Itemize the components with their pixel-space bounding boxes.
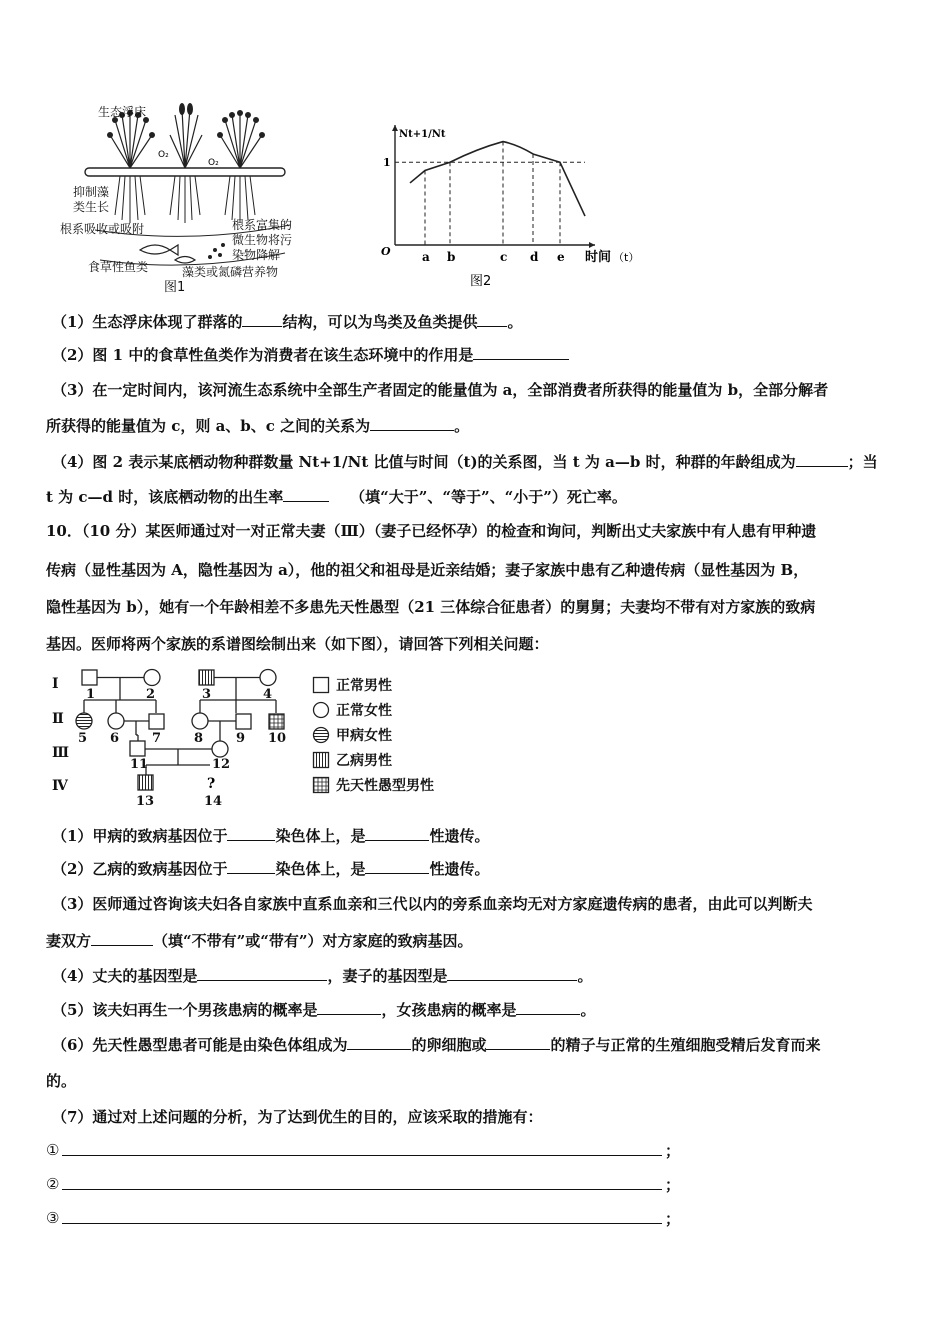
x-axis-label: 时间 bbox=[585, 250, 612, 265]
x-tick-e: e bbox=[557, 250, 565, 264]
ped-num-12: 12 bbox=[212, 757, 231, 772]
generation-label-4: Ⅳ bbox=[52, 778, 68, 794]
measure-3-blank[interactable] bbox=[62, 1223, 662, 1224]
ped-num-1: 1 bbox=[86, 687, 96, 702]
legend-down-syndrome-male: 先天性愚型男性 bbox=[312, 772, 434, 797]
ped-num-10: 10 bbox=[268, 731, 287, 746]
q10-sub6-line2: 的。 bbox=[46, 1072, 77, 1090]
blank[interactable] bbox=[227, 859, 275, 874]
q10-sub5: （5）该夫妇再生一个男孩患病的概率是 ，女孩患病的概率是 。 bbox=[52, 1001, 596, 1019]
disease-a-female-symbol-icon bbox=[312, 726, 330, 744]
fig1-o2-left: O₂ bbox=[158, 150, 169, 160]
blank[interactable] bbox=[473, 345, 569, 360]
generation-label-1: Ⅰ bbox=[52, 676, 59, 692]
fig1-caption: 图1 bbox=[164, 280, 186, 295]
fig1-annot-fish: 食草性鱼类 bbox=[88, 260, 149, 274]
fig2-caption: 图2 bbox=[470, 274, 492, 289]
measure-1-label: ① bbox=[46, 1141, 60, 1159]
fig1-annot-microbes-3: 染物降解 bbox=[232, 248, 281, 262]
legend-normal-male: 正常男性 bbox=[312, 672, 434, 697]
ped-num-6: 6 bbox=[110, 731, 120, 746]
x-tick-d: d bbox=[530, 250, 539, 264]
q9-part3-line1: （3）在一定时间内，该河流生态系统中全部生产者固定的能量值为 a，全部消费者所获得的能量值为 b，全部分解者 bbox=[52, 381, 829, 399]
ped-num-4: 4 bbox=[263, 687, 273, 702]
blank[interactable] bbox=[347, 1035, 411, 1050]
ped-num-13: 13 bbox=[136, 794, 155, 809]
normal-female-symbol-icon bbox=[312, 701, 330, 719]
ped-ind-1 bbox=[82, 670, 97, 685]
q10-sub1: （1）甲病的致病基因位于 染色体上，是 性遗传。 bbox=[52, 827, 490, 845]
generation-label-2: Ⅱ bbox=[52, 711, 64, 727]
ped-num-11: 11 bbox=[130, 757, 149, 772]
fig1-o2-right: O₂ bbox=[208, 158, 219, 168]
blank[interactable] bbox=[447, 966, 577, 981]
ped-num-3: 3 bbox=[202, 687, 212, 702]
fig1-annot-float-bed: 生态浮床 bbox=[98, 105, 147, 119]
ped-ind-4 bbox=[260, 670, 276, 686]
blank[interactable] bbox=[227, 826, 275, 841]
disease-b-male-symbol-icon bbox=[312, 751, 330, 769]
legend-disease-a-female: 甲病女性 bbox=[312, 722, 434, 747]
blank[interactable] bbox=[317, 1000, 381, 1015]
pedigree-legend bbox=[312, 672, 434, 797]
ped-ind-12 bbox=[212, 741, 228, 757]
measure-1-semicolon: ； bbox=[665, 1142, 681, 1160]
x-tick-a: a bbox=[422, 250, 430, 264]
measure-2-blank[interactable] bbox=[62, 1189, 662, 1190]
ped-ind-2 bbox=[144, 670, 160, 686]
ped-unknown-14: ? bbox=[207, 776, 216, 792]
down-syndrome-male-symbol-icon bbox=[312, 776, 330, 794]
q10-sub3-line2: 妻双方 （填“不带有”或“带有”）对方家庭的致病基因。 bbox=[46, 932, 473, 950]
blank[interactable] bbox=[242, 312, 282, 327]
y-axis-arrow bbox=[392, 125, 398, 131]
q9-part3-line2: 所获得的能量值为 c，则 a、b、c 之间的关系为 。 bbox=[46, 417, 470, 435]
x-axis-arrow bbox=[589, 242, 595, 248]
q10-sub6-line1: （6）先天性愚型患者可能是由染色体组成为 的卵细胞或 的精子与正常的生殖细胞受精后发育而来 bbox=[52, 1036, 821, 1054]
generation-label-3: Ⅲ bbox=[52, 745, 70, 761]
q9-part2: （2）图 1 中的食草性鱼类作为消费者在该生态环境中的作用是 bbox=[52, 345, 569, 365]
fig1-annot-inhibit-2: 类生长 bbox=[73, 200, 110, 214]
blank[interactable] bbox=[796, 452, 848, 467]
ped-ind-6 bbox=[108, 713, 124, 729]
x-tick-b: b bbox=[447, 250, 456, 264]
q10-sub7: （7）通过对上述问题的分析，为了达到优生的目的，应该采取的措施有： bbox=[52, 1108, 543, 1126]
ped-ind-8 bbox=[192, 713, 208, 729]
q10-sub2: （2）乙病的致病基因位于 染色体上，是 性遗传。 bbox=[52, 860, 490, 878]
blank[interactable] bbox=[197, 966, 327, 981]
blank[interactable] bbox=[477, 312, 507, 327]
blank[interactable] bbox=[91, 931, 153, 946]
fig2-chart bbox=[370, 115, 660, 295]
figure-2 bbox=[370, 115, 660, 295]
q9-part4-line1: （4）图 2 表示某底栖动物种群数量 Nt+1/Nt 比值与时间（t)的关系图，当 t 为 a—b 时，种群的年龄组成为 ；当 bbox=[52, 453, 878, 471]
measure-3-semicolon: ； bbox=[665, 1210, 681, 1228]
q10-sub3-line1: （3）医师通过咨询该夫妇各自家族中直系血亲和三代以内的旁系血亲均无对方家庭遗传病的患者，由此可以判断夫 bbox=[52, 895, 813, 913]
q9-part1: （1）生态浮床体现了群落的 结构，可以为鸟类及鱼类提供 。 bbox=[52, 313, 523, 331]
legend-disease-b-male: 乙病男性 bbox=[312, 747, 434, 772]
series-line-nt-ratio bbox=[410, 142, 585, 216]
blank[interactable] bbox=[365, 859, 429, 874]
ped-ind-5 bbox=[76, 713, 92, 729]
y-axis-label: Nt+1/Nt bbox=[399, 129, 446, 140]
x-axis-unit: （t） bbox=[613, 251, 640, 264]
ped-num-2: 2 bbox=[146, 687, 156, 702]
q10-intro-4: 基因。医师将两个家族的系谱图绘制出来（如下图），请回答下列相关问题： bbox=[46, 635, 549, 653]
blank[interactable] bbox=[486, 1035, 550, 1050]
fig1-annot-nutrients: 藻类或氮磷营养物 bbox=[182, 265, 279, 279]
fig1-annot-root-absorb: 根系吸收或吸附 bbox=[60, 222, 145, 236]
q10-intro-3: 隐性基因为 b），她有一个年龄相差不多患先天性愚型（21 三体综合征患者）的舅舅；夫妻均不带有对方家族的致病 bbox=[46, 598, 816, 616]
blank[interactable] bbox=[370, 416, 454, 431]
ped-num-14: 14 bbox=[204, 794, 223, 809]
q10-intro-1: 10．（10 分）某医师通过对一对正常夫妻（Ⅲ）（妻子已经怀孕）的检查和询问，判断出丈夫家族中有人患有甲种遗 bbox=[46, 522, 817, 540]
ped-num-5: 5 bbox=[78, 731, 88, 746]
blank[interactable] bbox=[283, 487, 329, 502]
y-tick-1: 1 bbox=[383, 156, 391, 170]
q9-part4-line2: t 为 c—d 时，该底栖动物的出生率 （填“大于”、“等于”、“小于”）死亡率。 bbox=[46, 488, 627, 506]
fig1-annot-microbes-1: 根系富集的 bbox=[232, 218, 293, 232]
ped-ind-3 bbox=[199, 670, 214, 685]
ped-num-7: 7 bbox=[152, 731, 162, 746]
measure-2-label: ② bbox=[46, 1175, 60, 1193]
normal-male-symbol-icon bbox=[312, 676, 330, 694]
legend-normal-female: 正常女性 bbox=[312, 697, 434, 722]
ped-ind-7 bbox=[149, 714, 164, 729]
q10-intro-2: 传病（显性基因为 A，隐性基因为 a），他的祖父和祖母是近亲结婚；妻子家族中患有乙种遗传病（显性基因为 B， bbox=[46, 561, 809, 579]
q10-sub4: （4）丈夫的基因型是 ，妻子的基因型是 。 bbox=[52, 967, 593, 985]
measure-3-label: ③ bbox=[46, 1209, 60, 1227]
fig1-annot-inhibit-1: 抑制藻 bbox=[73, 185, 110, 199]
blank[interactable] bbox=[516, 1000, 580, 1015]
blank[interactable] bbox=[365, 826, 429, 841]
ped-ind-10 bbox=[269, 714, 284, 729]
measure-2-semicolon: ； bbox=[665, 1176, 681, 1194]
ped-num-8: 8 bbox=[194, 731, 204, 746]
ped-ind-13 bbox=[138, 775, 153, 790]
x-tick-c: c bbox=[500, 250, 508, 264]
ped-ind-11 bbox=[130, 741, 145, 756]
ped-num-9: 9 bbox=[236, 731, 246, 746]
ped-ind-9 bbox=[236, 714, 251, 729]
fig1-annot-microbes-2: 微生物将污 bbox=[232, 233, 293, 247]
origin-label: O bbox=[381, 245, 391, 258]
measure-1-blank[interactable] bbox=[62, 1155, 662, 1156]
